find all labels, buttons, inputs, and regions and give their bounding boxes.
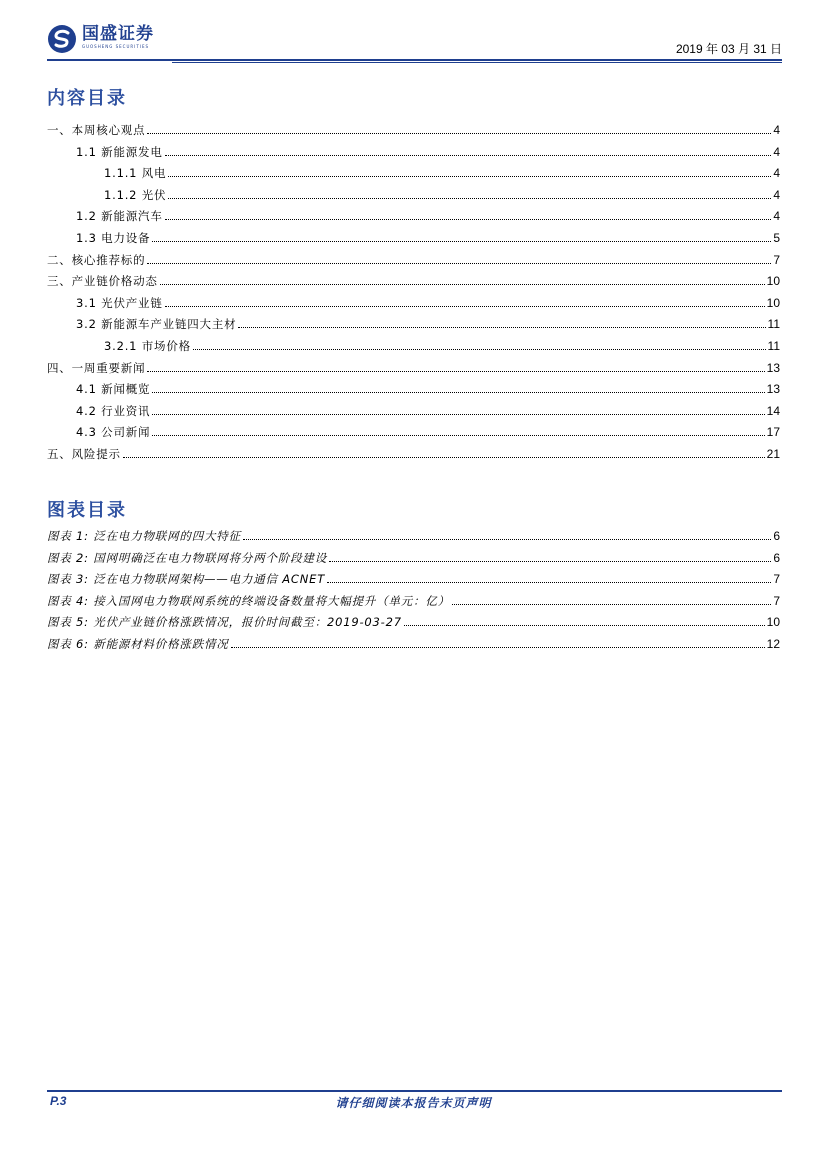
entry-page-number: 12: [766, 637, 780, 651]
entry-page-number: 4: [773, 144, 780, 159]
header-divider: [47, 59, 782, 61]
dot-leader: [329, 560, 771, 562]
entry-page-number: 7: [773, 572, 780, 587]
entry-label: 图表 6: 新能源材料价格涨跌情况: [47, 637, 229, 651]
page-header: [47, 22, 782, 62]
toc-entry[interactable]: [76, 229, 780, 245]
entry-label: 四、一周重要新闻: [47, 360, 146, 375]
figure-entry[interactable]: [47, 613, 780, 629]
entry-label: 3.2 新能源车产业链四大主材: [76, 317, 237, 332]
entry-page-number: 5: [773, 231, 780, 245]
toc-entry[interactable]: [47, 121, 780, 137]
entry-label: 4.2 行业资讯: [76, 403, 151, 418]
dot-leader: [165, 218, 772, 220]
dot-leader: [243, 538, 771, 540]
toc-entry[interactable]: [76, 143, 780, 159]
entry-page-number: 4: [773, 166, 780, 181]
toc-entry[interactable]: [76, 207, 780, 223]
toc-entry[interactable]: [76, 315, 780, 331]
dot-leader: [231, 646, 765, 648]
toc-entry[interactable]: [47, 445, 780, 461]
dot-leader: [193, 348, 766, 350]
entry-page-number: 6: [773, 529, 780, 543]
dot-leader: [404, 624, 765, 626]
figure-entry[interactable]: [47, 527, 780, 543]
dot-leader: [327, 581, 771, 583]
dot-leader: [152, 434, 764, 436]
footer-divider: [47, 1090, 782, 1092]
entry-page-number: 10: [766, 295, 780, 310]
entry-label: 三、产业链价格动态: [47, 274, 158, 289]
toc-entry[interactable]: [47, 251, 780, 267]
entry-page-number: 11: [767, 317, 780, 332]
entry-label: 二、核心推荐标的: [47, 252, 146, 267]
dot-leader: [152, 391, 764, 393]
entry-label: 1.3 电力设备: [76, 231, 151, 245]
entry-page-number: 13: [766, 382, 780, 397]
entry-label: 4.1 新闻概览: [76, 382, 151, 397]
dot-leader: [160, 283, 765, 285]
logo-subtitle: GUOSHENG SECURITIES: [82, 44, 150, 49]
entry-page-number: 14: [766, 403, 780, 418]
entry-page-number: 10: [766, 274, 780, 289]
entry-page-number: 4: [773, 123, 780, 137]
entry-page-number: 7: [773, 593, 780, 608]
dot-leader: [147, 262, 771, 264]
entry-label: 1.1.1 风电: [104, 166, 167, 181]
figure-entry[interactable]: [47, 570, 780, 586]
toc-entry[interactable]: [47, 359, 780, 375]
toc-entry[interactable]: [47, 272, 780, 288]
logo-name: 国盛证券: [82, 24, 154, 44]
dot-leader: [238, 326, 765, 328]
toc-entry[interactable]: [76, 294, 780, 310]
contents-title: 内容目录: [47, 88, 127, 109]
figure-entry[interactable]: [47, 549, 780, 565]
dot-leader: [152, 413, 764, 415]
report-date: 2019 年 03 月 31 日: [675, 42, 782, 56]
figures-title: 图表目录: [47, 500, 127, 521]
entry-label: 图表 4: 接入国网电力物联网系统的终端设备数量将大幅提升（单元：亿）: [47, 593, 450, 608]
dot-leader: [147, 132, 771, 134]
dot-leader: [152, 240, 771, 242]
entry-label: 1.1.2 光伏: [104, 187, 167, 202]
disclaimer-note: 请仔细阅读本报告末页声明: [335, 1096, 492, 1110]
company-logo: [47, 24, 154, 60]
figure-entry[interactable]: [47, 592, 780, 608]
entry-page-number: 4: [773, 209, 780, 224]
dot-leader: [168, 197, 771, 199]
dot-leader: [168, 175, 771, 177]
toc-entry[interactable]: [104, 337, 780, 353]
entry-page-number: 10: [766, 615, 780, 630]
entry-label: 五、风险提示: [47, 447, 121, 461]
dot-leader: [165, 154, 772, 156]
entry-page-number: 13: [766, 360, 780, 375]
dot-leader: [123, 456, 765, 458]
figure-entry[interactable]: [47, 635, 780, 651]
entry-label: 1.1 新能源发电: [76, 144, 163, 159]
entry-label: 图表 2: 国网明确泛在电力物联网将分两个阶段建设: [47, 550, 327, 565]
entry-label: 1.2 新能源汽车: [76, 209, 163, 224]
entry-page-number: 11: [767, 339, 780, 353]
header-divider-thin: [172, 62, 782, 63]
entry-page-number: 6: [773, 550, 780, 565]
entry-label: 3.1 光伏产业链: [76, 295, 163, 310]
entry-label: 图表 1: 泛在电力物联网的四大特征: [47, 529, 241, 543]
entry-label: 图表 5: 光伏产业链价格涨跌情况，报价时间截至：2019-03-27: [47, 615, 402, 630]
dot-leader: [165, 305, 765, 307]
entry-label: 一、本周核心观点: [47, 123, 146, 137]
entry-page-number: 4: [773, 187, 780, 202]
toc-entry[interactable]: [104, 186, 780, 202]
entry-page-number: 21: [766, 447, 780, 461]
entry-label: 4.3 公司新闻: [76, 425, 151, 440]
entry-label: 图表 3: 泛在电力物联网架构——电力通信 ACNET: [47, 572, 326, 587]
dot-leader: [147, 370, 764, 372]
page-number: P.3: [50, 1094, 67, 1108]
dot-leader: [452, 603, 771, 605]
toc-entry[interactable]: [76, 423, 780, 439]
toc-entry[interactable]: [76, 402, 780, 418]
toc-entry[interactable]: [76, 380, 780, 396]
entry-page-number: 17: [766, 425, 780, 440]
guosheng-logo-icon: [47, 24, 77, 54]
entry-page-number: 7: [773, 252, 780, 267]
entry-label: 3.2.1 市场价格: [104, 339, 191, 353]
toc-entry[interactable]: [104, 164, 780, 180]
